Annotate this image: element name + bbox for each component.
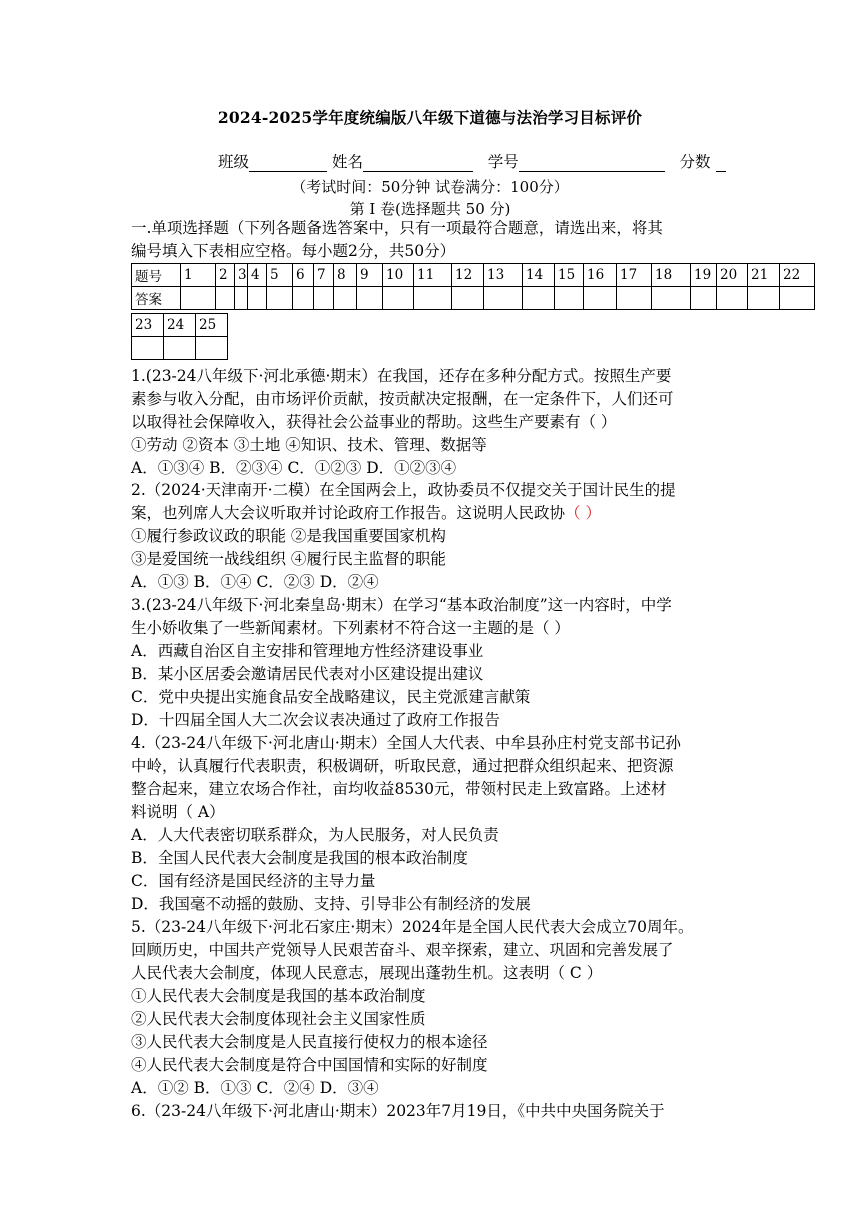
- answer-cell[interactable]: [216, 287, 235, 310]
- section-intro-line: 一.单项选择题（下列各题备选答案中，只有一项最符合题意，请选出来，将其: [131, 219, 663, 237]
- q5-line: 人民代表大会制度，体现人民意志，展现出蓬勃生机。这表明（ C ）: [131, 964, 603, 982]
- answer-table-2: [131, 313, 228, 360]
- answer-cell[interactable]: [248, 287, 267, 310]
- q3-choice: B．某小区居委会邀请居民代表对小区建设提出建议: [131, 665, 484, 683]
- answer-cell[interactable]: [523, 287, 555, 310]
- q2-line: 2.（2024·天津南开·二模）在全国两会上，政协委员不仅提交关于国计民生的提: [131, 481, 676, 499]
- number-cell: 15: [555, 264, 584, 287]
- number-cell: 21: [748, 264, 780, 287]
- class-label: 班级: [218, 153, 250, 171]
- q2-text: 案，也列席人大会议听取并讨论政府工作报告。这说明人民政协: [131, 504, 566, 522]
- q4-line: 整合起来，建立农场合作社，亩均收益8530元，带领村民走上致富路。上述材: [131, 780, 667, 798]
- q1-line: 1.(23-24八年级下·河北承德·期末）在我国，还存在多种分配方式。按照生产要: [131, 367, 672, 385]
- number-cell: 6: [293, 264, 314, 287]
- answer-cell[interactable]: [164, 337, 196, 360]
- answer-cell[interactable]: [181, 287, 216, 310]
- answer-cell[interactable]: [652, 287, 691, 310]
- answer-row: [132, 287, 815, 310]
- answer-cell[interactable]: [555, 287, 584, 310]
- answer-cell[interactable]: [293, 287, 314, 310]
- number-cell: 7: [314, 264, 334, 287]
- q5-option: ③人民代表大会制度是人民直接行使权力的根本途径: [131, 1033, 488, 1051]
- q2-line: [131, 503, 601, 523]
- answer-cell[interactable]: [617, 287, 652, 310]
- number-cell: 12: [452, 264, 484, 287]
- q6-line: 6.（23-24八年级下·河北唐山·期末）2023年7月19日，《中共中央国务院关于: [131, 1102, 665, 1120]
- number-cell: 2: [216, 264, 235, 287]
- q3-choice: D．十四届全国人大二次会议表决通过了政府工作报告: [131, 711, 500, 729]
- score-label: 分数: [679, 153, 711, 171]
- q5-option: ①人民代表大会制度是我国的基本政治制度: [131, 987, 426, 1005]
- answer-cell[interactable]: [314, 287, 334, 310]
- q2-options: ①履行参政议政的职能 ②是我国重要国家机构: [131, 527, 446, 545]
- q5-option: ②人民代表大会制度体现社会主义国家性质: [131, 1010, 426, 1028]
- q3-line: 生小娇收集了一些新闻素材。下列素材不符合这一主题的是（ ）: [131, 619, 570, 637]
- class-blank[interactable]: [249, 155, 327, 172]
- q4-choice: D．我国毫不动摇的鼓励、支持、引导非公有制经济的发展: [131, 895, 531, 913]
- answer-cell[interactable]: [748, 287, 780, 310]
- q5-line: 5.（23-24八年级下·河北石家庄·期末）2024年是全国人民代表大会成立70周年。: [131, 918, 694, 936]
- q2-choices: A．①③ B．①④ C．②③ D．②④: [131, 573, 379, 591]
- number-cell: 13: [484, 264, 523, 287]
- q1-line: 以取得社会保障收入，获得社会公益事业的帮助。这些生产要素有（ ）: [131, 413, 617, 431]
- q4-choice: C．国有经济是国民经济的主导力量: [131, 872, 376, 890]
- q1-line: 素参与收入分配，由市场评价贡献，按贡献决定报酬，在一定条件下，人们还可: [131, 390, 674, 408]
- q3-line: 3.(23-24八年级下·河北秦皇岛·期末）在学习“基本政治制度”这一内容时，中学: [131, 596, 672, 614]
- q5-line: 回顾历史，中国共产党领导人民艰苦奋斗、艰辛探索，建立、巩固和完善发展了: [131, 941, 674, 959]
- number-cell: 4: [248, 264, 267, 287]
- number-cell: 10: [383, 264, 414, 287]
- answer-cell[interactable]: [484, 287, 523, 310]
- number-cell: 22: [780, 264, 815, 287]
- answer-cell[interactable]: [414, 287, 452, 310]
- name-label: 姓名: [331, 153, 363, 171]
- number-cell: 23: [132, 314, 164, 337]
- q1-choices: A．①③④ B．②③④ C．①②③ D．①②③④: [131, 459, 457, 477]
- answer-cell[interactable]: [383, 287, 414, 310]
- number-cell: 8: [334, 264, 357, 287]
- id-label: 学号: [487, 153, 519, 171]
- q1-options: ①劳动 ②资本 ③土地 ④知识、技术、管理、数据等: [131, 436, 487, 454]
- student-info-line: [218, 150, 726, 172]
- answer-cell[interactable]: [357, 287, 383, 310]
- number-cell: 5: [267, 264, 293, 287]
- number-row: [132, 314, 228, 337]
- answer-row: [132, 337, 228, 360]
- exam-time-info: （考试时间：50分钟 试卷满分：100分）: [291, 178, 569, 196]
- name-blank[interactable]: [363, 155, 473, 172]
- number-cell: 20: [717, 264, 748, 287]
- answer-cell[interactable]: [334, 287, 357, 310]
- answer-cell[interactable]: [267, 287, 293, 310]
- number-cell: 1: [181, 264, 216, 287]
- answer-cell[interactable]: [132, 337, 164, 360]
- number-cell: 9: [357, 264, 383, 287]
- number-cell: 11: [414, 264, 452, 287]
- number-cell: 17: [617, 264, 652, 287]
- answer-cell[interactable]: [780, 287, 815, 310]
- q5-choices: A．①② B．①③ C．②④ D．③④: [131, 1079, 379, 1097]
- answer-cell[interactable]: [196, 337, 228, 360]
- q2-answer-paren: （ ）: [565, 504, 601, 522]
- q4-line: 料说明（ A）: [131, 803, 225, 821]
- number-cell: 24: [164, 314, 196, 337]
- number-row: [132, 264, 815, 287]
- id-blank[interactable]: [519, 155, 665, 172]
- answer-cell[interactable]: [691, 287, 717, 310]
- answer-header: 答案: [132, 287, 181, 310]
- number-cell: 14: [523, 264, 555, 287]
- answer-cell[interactable]: [717, 287, 748, 310]
- section-intro-line: 编号填入下表相应空格。每小题2分，共50分）: [131, 242, 456, 260]
- number-cell: 25: [196, 314, 228, 337]
- part-title: 第 I 卷(选择题共 50 分): [349, 200, 511, 218]
- answer-table: [131, 263, 815, 310]
- q3-choice: A．西藏自治区自主安排和管理地方性经济建设事业: [131, 642, 484, 660]
- q4-choice: B．全国人民代表大会制度是我国的根本政治制度: [131, 849, 468, 867]
- q4-line: 4.（23-24八年级下·河北唐山·期末）全国人大代表、中牟县孙庄村党支部书记孙: [131, 734, 681, 752]
- number-cell: 18: [652, 264, 691, 287]
- q4-choice: A．人大代表密切联系群众，为人民服务，对人民负责: [131, 826, 499, 844]
- number-cell: 16: [584, 264, 617, 287]
- exam-title: 2024-2025学年度统编版八年级下道德与法治学习目标评价: [217, 108, 643, 127]
- q3-choice: C．党中央提出实施食品安全战略建议，民主党派建言献策: [131, 688, 531, 706]
- q2-options: ③是爱国统一战线组织 ④履行民主监督的职能: [131, 550, 446, 568]
- number-cell: 3: [235, 264, 248, 287]
- number-cell: 19: [691, 264, 717, 287]
- number-header: 题号: [132, 264, 181, 287]
- q5-option: ④人民代表大会制度是符合中国国情和实际的好制度: [131, 1056, 488, 1074]
- answer-cell[interactable]: [235, 287, 248, 310]
- answer-cell[interactable]: [584, 287, 617, 310]
- answer-cell[interactable]: [452, 287, 484, 310]
- q4-line: 中岭，认真履行代表职责，积极调研，听取民意，通过把群众组织起来、把资源: [131, 757, 674, 775]
- score-blank[interactable]: [716, 155, 726, 172]
